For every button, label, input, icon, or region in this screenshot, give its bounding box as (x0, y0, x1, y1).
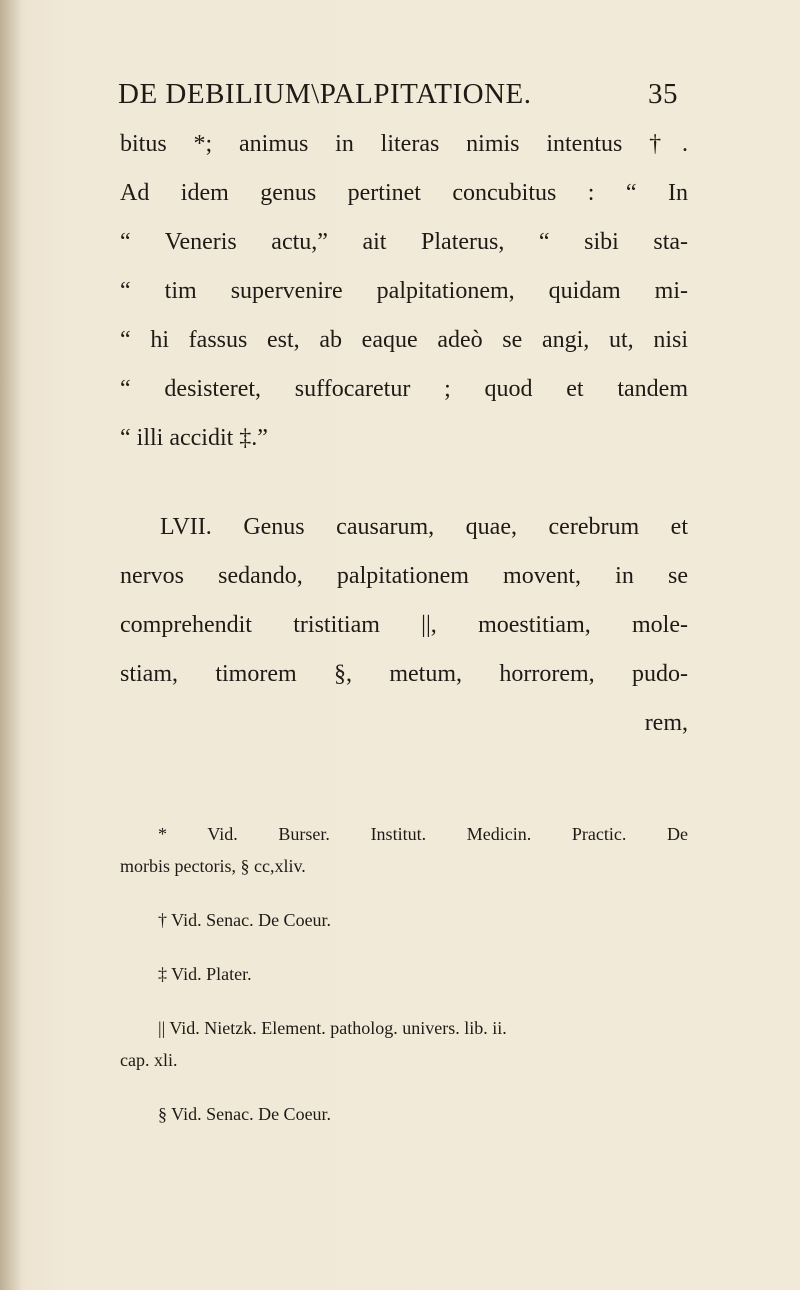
text-line: nervos sedando, palpitationem movent, in se (120, 563, 688, 589)
text-line: “ Veneris actu,” ait Platerus, “ sibi sta- (120, 229, 688, 255)
section-heading-line: LVII. Genus causarum, quae, cerebrum et (160, 514, 688, 540)
text-line: stiam, timorem §, metum, horrorem, pudo- (120, 661, 688, 687)
footnote-line: * Vid. Burser. Institut. Medicin. Practic. De (158, 824, 688, 844)
text-line: comprehendit tristitiam ||, moestitiam, mole- (120, 612, 688, 638)
text-line: Ad idem genus pertinet concubitus : “ In (120, 180, 688, 206)
footnotes (120, 818, 688, 1130)
page-number: 35 (648, 78, 678, 110)
footnote-line: cap. xli. (120, 1050, 178, 1070)
running-title: DE DEBILIUM\PALPITATIONE. (118, 78, 532, 110)
page-header (118, 78, 678, 118)
footnote-line: † Vid. Senac. De Coeur. (158, 910, 332, 930)
text-line: “ hi fassus est, ab eaque adeò se angi, ut, nisi (120, 327, 688, 353)
text-line: bitus *; animus in literas nimis intentus †. (120, 131, 688, 157)
footnote-line: || Vid. Nietzk. Element. patholog. univers. lib. ii. (158, 1018, 507, 1038)
main-text (120, 120, 688, 748)
footnote-line: § Vid. Senac. De Coeur. (158, 1104, 332, 1124)
catchword: rem, (644, 710, 688, 736)
footnote-line: morbis pectoris, § cc,xliv. (120, 856, 306, 876)
spine-shadow (0, 0, 22, 1290)
text-line: “ desisteret, suffocaretur ; quod et tandem (120, 376, 688, 402)
text-line: “ tim supervenire palpitationem, quidam mi- (120, 278, 688, 304)
text-line: “ illi accidit ‡.” (120, 425, 268, 451)
footnote-line: ‡ Vid. Plater. (158, 964, 252, 984)
